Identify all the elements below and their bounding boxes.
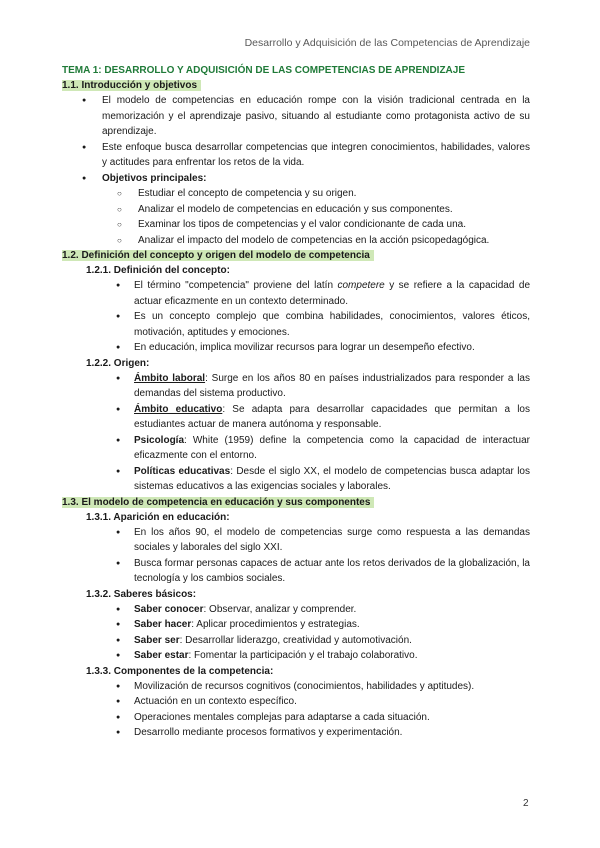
section-heading-1-1: 1.1. Introducción y objetivos <box>62 78 530 93</box>
list-item: ● En los años 90, el modelo de competencias surge como respuesta a las demandas sociales y laborales del siglo XXI. <box>62 525 530 556</box>
section-heading-1-3: 1.3. El modelo de competencia en educación y sus componentes <box>62 495 530 510</box>
list-item: ○ Analizar el impacto del modelo de competencias en la acción psicopedagógica. <box>62 233 530 249</box>
list-item: ● Operaciones mentales complejas para adaptarse a cada situación. <box>62 710 530 726</box>
page-number: 2 <box>523 798 529 809</box>
section-heading-1-2: 1.2. Definición del concepto y origen del modelo de competencia <box>62 248 530 263</box>
page-content <box>62 63 530 741</box>
list-item: ○ Examinar los tipos de competencias y el valor condicionante de cada una. <box>62 217 530 233</box>
list-item: ● Psicología: White (1959) define la competencia como la capacidad de interactuar eficazmente con el entorno. <box>62 433 530 464</box>
subheading-1-3-3: 1.3.3. Componentes de la competencia: <box>86 665 274 677</box>
list-item: ● Saber conocer: Observar, analizar y comprender. <box>62 602 530 618</box>
running-header: Desarrollo y Adquisición de las Competencias de Aprendizaje <box>244 37 530 49</box>
list-item: ● Políticas educativas: Desde el siglo XX, el modelo de competencias busca adaptar los sistemas educativos a las exigencias sociales y laborales. <box>62 464 530 495</box>
list-item: ● En educación, implica movilizar recursos para lograr un desempeño efectivo. <box>62 340 530 356</box>
list-item: ● Ámbito laboral: Surge en los años 80 en países industrializados para responder a las demandas del sistema productivo. <box>62 371 530 402</box>
list-item: ● Saber ser: Desarrollar liderazgo, creatividad y automotivación. <box>62 633 530 649</box>
subheading-1-3-2: 1.3.2. Saberes básicos: <box>86 588 197 600</box>
list-item: ● Es un concepto complejo que combina habilidades, conocimientos, valores éticos, motivación, aptitudes y emociones. <box>62 309 530 340</box>
list-item: ● Actuación en un contexto específico. <box>62 694 530 710</box>
origin-list <box>62 371 530 495</box>
list-item: ● Objetivos principales: <box>62 171 530 187</box>
list-item: ● El término "competencia" proviene del latín competere y se refiere a la capacidad de actuar eficazmente en un contexto determinado. <box>62 278 530 309</box>
subheading-1-2-2: 1.2.2. Origen: <box>86 357 150 369</box>
subheading-1-2-1: 1.2.1. Definición del concepto: <box>86 265 230 276</box>
list-item: ○ Estudiar el concepto de competencia y su origen. <box>62 186 530 202</box>
list-item: ● Desarrollo mediante procesos formativos y experimentación. <box>62 725 530 741</box>
objectives-list <box>62 186 530 248</box>
list-item: ● El modelo de competencias en educación rompe con la visión tradicional centrada en la memorización y el aprendizaje pasivo, situando al estudiante como protagonista activo de su aprendizaje. <box>62 93 530 140</box>
list-item: ● Saber estar: Fomentar la participación y el trabajo colaborativo. <box>62 648 530 664</box>
list-item: ● Movilización de recursos cognitivos (conocimientos, habilidades y aptitudes). <box>62 679 530 695</box>
list-item: ● Busca formar personas capaces de actuar ante los retos derivados de la globalización, la tecnología y los cambios sociales. <box>62 556 530 587</box>
intro-list <box>62 93 530 186</box>
components-list <box>62 679 530 741</box>
saberes-list <box>62 602 530 664</box>
list-item: ○ Analizar el modelo de competencias en educación y sus componentes. <box>62 202 530 218</box>
list-item: ● Este enfoque busca desarrollar competencias que integren conocimientos, habilidades, valores y actitudes para enfrentar los retos de la vida. <box>62 140 530 171</box>
definition-list <box>62 278 530 356</box>
tema-title: TEMA 1: DESARROLLO Y ADQUISICIÓN DE LAS COMPETENCIAS DE APRENDIZAJE <box>62 65 466 76</box>
list-item: ● Ámbito educativo: Se adapta para desarrollar capacidades que permitan a los estudiantes actuar de manera autónoma y responsable. <box>62 402 530 433</box>
list-item: ● Saber hacer: Aplicar procedimientos y estrategias. <box>62 617 530 633</box>
subheading-1-3-1: 1.3.1. Aparición en educación: <box>86 511 230 523</box>
appearance-list <box>62 525 530 587</box>
